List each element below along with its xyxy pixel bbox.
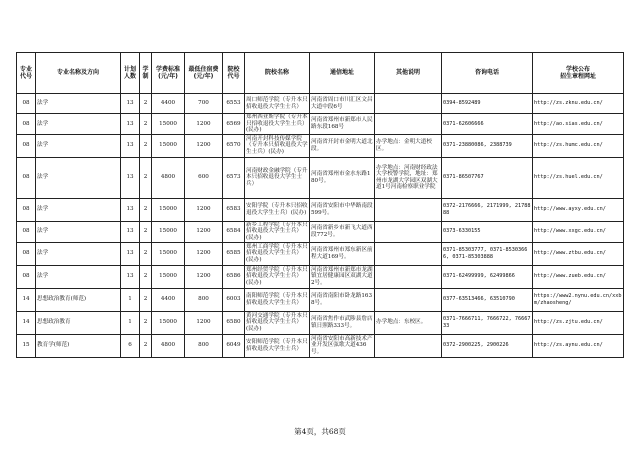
cell-years: 2 xyxy=(140,242,152,265)
cell-major: 法学 xyxy=(36,114,121,135)
cell-notes xyxy=(375,94,442,114)
cell-notes xyxy=(375,288,442,311)
cell-notes xyxy=(375,198,442,221)
cell-address: 河南省郑州市新郑市人民路东段168号 xyxy=(310,114,375,135)
cell-years: 2 xyxy=(140,221,152,242)
cell-tuition: 15000 xyxy=(152,265,185,288)
cell-school-name: 黄河交通学院（专升本只招收退役大学生士兵）(民办) xyxy=(245,311,310,334)
cell-notes xyxy=(375,265,442,288)
cell-address: 河南省焦作市武陟县詹店镇日照路333号。 xyxy=(310,311,375,334)
cell-plan: 13 xyxy=(121,134,140,157)
header-tuition: 学费标准 (元/年) xyxy=(152,53,185,94)
table-row xyxy=(17,94,624,114)
cell-address: 河南省安阳市中华路南段599号。 xyxy=(310,198,375,221)
header-address: 通信地址 xyxy=(310,53,375,94)
cell-major: 思想政治教育(师范) xyxy=(36,288,121,311)
cell-phone: 0394-8592489 xyxy=(442,94,533,114)
cell-school-name: 南阳师范学院（专升本只招收退役大学生士兵） xyxy=(245,288,310,311)
cell-plan: 13 xyxy=(121,94,140,114)
cell-address: 河南省郑州市郑东新区前程大道169号。 xyxy=(310,242,375,265)
header-major: 专业名称及方向 xyxy=(36,53,121,94)
cell-school-name: 河南财政金融学院（专升本只招收退役大学生士兵） xyxy=(245,157,310,198)
cell-school-code: 6049 xyxy=(223,334,245,357)
cell-code: 08 xyxy=(17,114,36,135)
cell-address: 河南省新乡市新飞大道西段772号。 xyxy=(310,221,375,242)
page-number: 第4页，共68页 xyxy=(294,427,346,436)
cell-phone: 0377-63513466, 63510790 xyxy=(442,288,533,311)
cell-address: 河南省郑州市新郑市龙湖镇宜居健康园区双湖大道2号。 xyxy=(310,265,375,288)
table-row xyxy=(17,114,624,135)
cell-lodging: 1200 xyxy=(185,311,223,334)
cell-major: 法学 xyxy=(36,221,121,242)
header-website: 学校公布 招生章程网址 xyxy=(533,53,624,94)
cell-lodging: 1200 xyxy=(185,242,223,265)
cell-website[interactable]: http://www.zueb.edu.cn/ xyxy=(533,265,624,288)
cell-school-code: 6584 xyxy=(223,221,245,242)
cell-code: 08 xyxy=(17,221,36,242)
cell-school-name: 郑州经贸学院（专升本只招收退役大学生士兵）(民办) xyxy=(245,265,310,288)
cell-lodging: 800 xyxy=(185,334,223,357)
table-row xyxy=(17,265,624,288)
cell-tuition: 4400 xyxy=(152,94,185,114)
cell-address: 河南省安阳市高新技术产业开发区弦歌大道436号。 xyxy=(310,334,375,357)
cell-school-code: 6586 xyxy=(223,265,245,288)
table-header-row xyxy=(17,53,624,94)
cell-phone: 0371-85303777, 0371-85303666, 0371-85303888 xyxy=(442,242,533,265)
cell-school-code: 6003 xyxy=(223,288,245,311)
cell-tuition: 4800 xyxy=(152,334,185,357)
cell-website[interactable]: http://zs.humc.edu.cn/ xyxy=(533,134,624,157)
cell-tuition: 15000 xyxy=(152,114,185,135)
cell-notes: 办学地点：金明大道校区。 xyxy=(375,134,442,157)
cell-school-code: 6583 xyxy=(223,198,245,221)
cell-notes xyxy=(375,221,442,242)
cell-lodging: 1200 xyxy=(185,265,223,288)
cell-plan: 13 xyxy=(121,221,140,242)
cell-school-name: 安阳师范学院（专升本只招收退役大学生士兵） xyxy=(245,334,310,357)
cell-notes xyxy=(375,242,442,265)
cell-phone: 0371-62499999, 62499866 xyxy=(442,265,533,288)
cell-lodging: 1200 xyxy=(185,114,223,135)
cell-phone: 0371-7666711, 7666722, 7666733 xyxy=(442,311,533,334)
cell-years: 2 xyxy=(140,134,152,157)
cell-code: 08 xyxy=(17,198,36,221)
cell-lodging: 800 xyxy=(185,288,223,311)
cell-major: 法学 xyxy=(36,157,121,198)
cell-notes: 办学地点：东校区。 xyxy=(375,311,442,334)
cell-school-code: 6585 xyxy=(223,242,245,265)
table-row xyxy=(17,242,624,265)
cell-website[interactable]: http://www.ztbu.edu.cn/ xyxy=(533,242,624,265)
cell-address: 河南省南阳市卧龙路1638号。 xyxy=(310,288,375,311)
cell-tuition: 15000 xyxy=(152,221,185,242)
cell-school-code: 6553 xyxy=(223,94,245,114)
cell-major: 法学 xyxy=(36,134,121,157)
cell-code: 14 xyxy=(17,288,36,311)
cell-plan: 13 xyxy=(121,265,140,288)
cell-school-name: 周口师范学院（专升本只招收退役大学生士兵） xyxy=(245,94,310,114)
cell-school-name: 郑州西亚斯学院（专升本只招收退役大学生士兵）(民办) xyxy=(246,114,308,134)
table-row xyxy=(17,221,624,242)
cell-plan: 13 xyxy=(121,242,140,265)
cell-plan: 13 xyxy=(121,114,140,135)
cell-code: 08 xyxy=(17,242,36,265)
cell-major: 法学 xyxy=(36,94,121,114)
cell-website[interactable]: http://zs.huel.edu.cn/ xyxy=(533,157,624,198)
admissions-table-sheet xyxy=(16,52,623,358)
cell-plan: 1 xyxy=(121,311,140,334)
cell-code: 08 xyxy=(17,94,36,114)
table-row xyxy=(17,134,624,157)
cell-school-name: 安阳学院（专升本只招收退役大学生士兵）(民办) xyxy=(245,198,310,221)
table-row xyxy=(17,157,624,198)
cell-lodging: 700 xyxy=(185,94,223,114)
cell-years: 2 xyxy=(140,198,152,221)
cell-school-name: 河南开封科技传媒学院（专升本只招收退役大学生士兵）(民办) xyxy=(245,134,310,157)
table-row xyxy=(17,288,624,311)
cell-lodging: 1200 xyxy=(185,221,223,242)
header-code: 专业 代号 xyxy=(17,53,36,94)
table-row xyxy=(17,311,624,334)
cell-code: 08 xyxy=(17,265,36,288)
cell-plan: 13 xyxy=(121,157,140,198)
cell-major: 法学 xyxy=(36,265,121,288)
cell-years: 2 xyxy=(140,288,152,311)
cell-address: 河南省开封市金明大道北段。 xyxy=(310,134,375,157)
cell-phone: 0372-2176666, 2171999, 2178888 xyxy=(442,198,533,221)
header-plan: 计划 人数 xyxy=(121,53,140,94)
cell-website[interactable]: http://ao.sias.edu.cn/ xyxy=(533,114,624,135)
cell-plan: 13 xyxy=(121,198,140,221)
cell-lodging: 1200 xyxy=(185,134,223,157)
cell-tuition: 4800 xyxy=(152,157,185,198)
cell-school-code: 6580 xyxy=(223,311,245,334)
cell-phone: 0371-62606666 xyxy=(442,114,533,135)
cell-phone: 0372-2900225, 2900226 xyxy=(442,334,533,357)
cell-years: 2 xyxy=(140,94,152,114)
header-notes: 其他说明 xyxy=(375,53,442,94)
cell-website[interactable]: http://www.ayxy.edu.cn/ xyxy=(533,198,624,221)
header-school-name: 院校名称 xyxy=(245,53,310,94)
cell-major: 教育学(师范) xyxy=(36,334,121,357)
cell-tuition: 15000 xyxy=(152,242,185,265)
cell-lodging: 600 xyxy=(185,157,223,198)
cell-years: 2 xyxy=(140,157,152,198)
table-row xyxy=(17,198,624,221)
cell-plan: 6 xyxy=(121,334,140,357)
cell-major: 思想政治教育 xyxy=(36,311,121,334)
header-phone: 咨询电话 xyxy=(442,53,533,94)
cell-notes xyxy=(375,334,442,357)
cell-tuition: 15000 xyxy=(152,134,185,157)
cell-major: 法学 xyxy=(36,198,121,221)
cell-address: 河南省郑州市金水东路180号。 xyxy=(310,157,375,198)
cell-years: 2 xyxy=(140,114,152,135)
cell-years: 2 xyxy=(140,265,152,288)
cell-school-name: 新乡工程学院（专升本只招收退役大学生士兵）(民办) xyxy=(246,221,308,241)
cell-code: 08 xyxy=(17,134,36,157)
header-school-code: 院校 代号 xyxy=(223,53,245,94)
cell-phone: 0371-23880086, 2388739 xyxy=(442,134,533,157)
cell-website[interactable]: http://zs.zknu.edu.cn/ xyxy=(533,94,624,114)
cell-code: 08 xyxy=(17,157,36,198)
cell-lodging: 1200 xyxy=(185,198,223,221)
cell-major: 法学 xyxy=(36,242,121,265)
cell-website[interactable]: http://zs.zjtu.edu.cn/ xyxy=(533,311,624,334)
cell-years: 2 xyxy=(140,311,152,334)
cell-phone: 0373-6330155 xyxy=(442,221,533,242)
cell-website[interactable]: http://zs.aynu.edu.cn/ xyxy=(533,334,624,357)
cell-school-code: 6573 xyxy=(223,157,245,198)
cell-notes: 办学地点：河南财经政法大学校警学院，地址：郑州市龙湖大学园区双湖大道1号河南检察职业学院 xyxy=(375,157,442,198)
cell-plan: 1 xyxy=(121,288,140,311)
cell-tuition: 4400 xyxy=(152,288,185,311)
cell-address: 河南省周口市川汇区文昌大道中段6号 xyxy=(310,94,375,114)
cell-phone: 0371-86507767 xyxy=(442,157,533,198)
cell-school-code: 6570 xyxy=(223,134,245,157)
header-years: 学 制 xyxy=(140,53,152,94)
cell-tuition: 15000 xyxy=(152,311,185,334)
cell-website[interactable]: https://www2.nynu.edu.cn/xxbm/zhaosheng/ xyxy=(533,288,624,311)
cell-tuition: 15000 xyxy=(152,198,185,221)
cell-code: 14 xyxy=(17,311,36,334)
admissions-table xyxy=(16,52,624,358)
cell-years: 2 xyxy=(140,334,152,357)
table-row xyxy=(17,334,624,357)
cell-website[interactable]: http://www.xxgc.edu.cn/ xyxy=(533,221,624,242)
cell-school-name: 郑州工商学院（专升本只招收退役大学生士兵）(民办) xyxy=(245,242,310,265)
cell-school-code: 6569 xyxy=(223,114,245,135)
cell-notes xyxy=(375,114,442,135)
cell-code: 15 xyxy=(17,334,36,357)
header-lodging: 最低住宿费 (元/年) xyxy=(185,53,223,94)
